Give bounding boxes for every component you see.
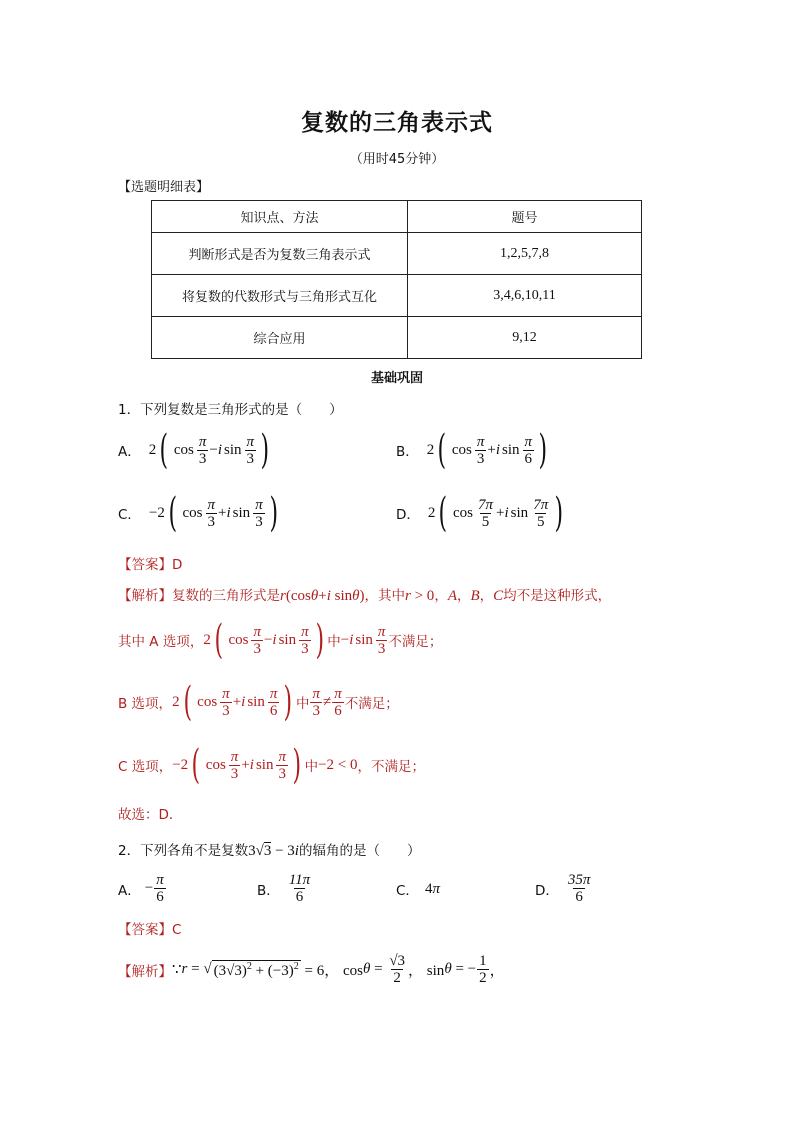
q1-answer xyxy=(118,553,182,573)
option-label: C． xyxy=(396,883,419,899)
table-cell-value: 3,4,6,10,11 xyxy=(493,287,556,303)
analysis-text: 不满足； xyxy=(388,634,443,650)
analysis-text: 其中 A 选项， xyxy=(118,634,204,650)
analysis-text: B 选项， xyxy=(118,696,173,712)
analysis-text: 均不是这种形式， xyxy=(503,588,612,604)
option-label: B． xyxy=(257,882,280,899)
table-cell xyxy=(408,233,642,275)
answer-value: D xyxy=(172,557,183,573)
q1-option-c: C． −2 ( cos $\frac{\pi}{3}$ + i sin $\frac{\pi}{3}$ ) xyxy=(118,490,278,536)
q2-analysis: 【解析】 ∵ r = √ $(3√3)^2 + (-3)^2$ = 6， cos θ = $\frac{√3}{2}$ ， sin θ = − $\frac{1}{2}$ ， xyxy=(118,953,505,986)
q2-stem: 2．下列各角不是复数3√3 − 3i的辐角的是（ ） xyxy=(118,843,421,859)
q2-option-b: B． $\frac{11\pi}{6}$ xyxy=(257,872,311,905)
q2-option-d: D． $\frac{35\pi}{6}$ xyxy=(535,872,591,905)
topic-table xyxy=(151,200,642,359)
q1-option-a: A． 2 ( cos $\frac{\pi}{3}$ − i sin $\frac{\pi}{3}$ ) xyxy=(118,427,270,473)
option-label: A． xyxy=(118,444,141,460)
table-cell: 综合应用 xyxy=(152,317,408,359)
q2-option-a: A． − $\frac{\pi}{6}$ xyxy=(118,872,164,905)
analysis-text: 中 xyxy=(295,696,310,712)
analysis-text: 复数的三角形式是 xyxy=(172,588,280,604)
table-row xyxy=(152,233,642,275)
answer-value: C xyxy=(172,922,182,938)
table-section-heading: 【选题明细表】 xyxy=(118,180,210,195)
table-cell-value: 1,2,5,7,8 xyxy=(500,245,549,261)
analysis-tag: 【解析】 xyxy=(118,588,172,604)
analysis-text: 中 xyxy=(327,634,341,650)
table-row xyxy=(152,317,642,359)
q1-analysis-line1: 【解析】复数的三角形式是r(cosθ+i sinθ)，其中r > 0，A，B，C均不是这种形式， xyxy=(118,588,612,604)
page-title: 复数的三角表示式 xyxy=(301,110,493,136)
option-label: D． xyxy=(535,882,559,899)
question-text: 的辐角的是（ ） xyxy=(298,843,421,859)
analysis-text: 不满足； xyxy=(344,696,399,712)
table-header-row xyxy=(152,201,642,233)
q1-conclusion: 故选：D． xyxy=(118,807,183,823)
q1-stem: 1．下列复数是三角形式的是（ ） xyxy=(118,402,343,418)
q1-analysis-c: C 选项， −2 ( cos $\frac{\pi}{3}$ + i sin $\frac{\pi}{3}$ ) 中 −2 < 0 ，不满足； xyxy=(118,742,426,788)
section-basic: 基础巩固 xyxy=(370,371,423,386)
option-label: D． xyxy=(396,507,420,523)
table-cell xyxy=(408,275,642,317)
table-cell-value: 9,12 xyxy=(512,329,537,345)
analysis-text: C 选项， xyxy=(118,759,173,775)
table-cell: 判断形式是否为复数三角表示式 xyxy=(152,233,408,275)
table-cell xyxy=(408,317,642,359)
question-text: 2．下列各角不是复数 xyxy=(118,843,249,859)
answer-tag: 【答案】 xyxy=(118,557,172,573)
q2-answer xyxy=(118,918,181,938)
page-subtitle: （用时45分钟） xyxy=(349,152,445,167)
analysis-text: 中 xyxy=(304,759,319,775)
q1-option-b: B． 2 ( cos $\frac{\pi}{3}$ + i sin $\frac{\pi}{6}$ ) xyxy=(396,427,548,473)
option-label: C． xyxy=(118,507,141,523)
q1-analysis-b: B 选项， 2 ( cos $\frac{\pi}{3}$ + i sin $\frac{\pi}{6}$ ) 中 $\frac{\pi}{3}$ ≠ $\frac{\pi}{6}$ 不满足； xyxy=(118,679,399,725)
table-header-cell: 题号 xyxy=(408,201,642,233)
analysis-text: ，其中 xyxy=(364,588,405,604)
q1-analysis-a: 其中 A 选项， 2 ( cos $\frac{\pi}{3}$ − i sin $\frac{\pi}{3}$ ) 中 − i sin $\frac{\pi}{3}$ 不满足； xyxy=(118,617,443,663)
analysis-text: ， xyxy=(434,588,448,604)
table-header-cell: 知识点、方法 xyxy=(152,201,408,233)
table-cell: 将复数的代数形式与三角形式互化 xyxy=(152,275,408,317)
option-label: B． xyxy=(396,444,419,460)
analysis-tag: 【解析】 xyxy=(118,963,172,980)
table-row xyxy=(152,275,642,317)
q1-option-d: D． 2 ( cos $\frac{7\pi}{5}$ + i sin $\frac{7\pi}{5}$ ) xyxy=(396,490,564,536)
q2-option-c: C． 4 π xyxy=(396,880,440,899)
analysis-text: ，不满足； xyxy=(357,759,426,775)
answer-tag: 【答案】 xyxy=(118,922,172,938)
option-label: A． xyxy=(118,882,141,899)
